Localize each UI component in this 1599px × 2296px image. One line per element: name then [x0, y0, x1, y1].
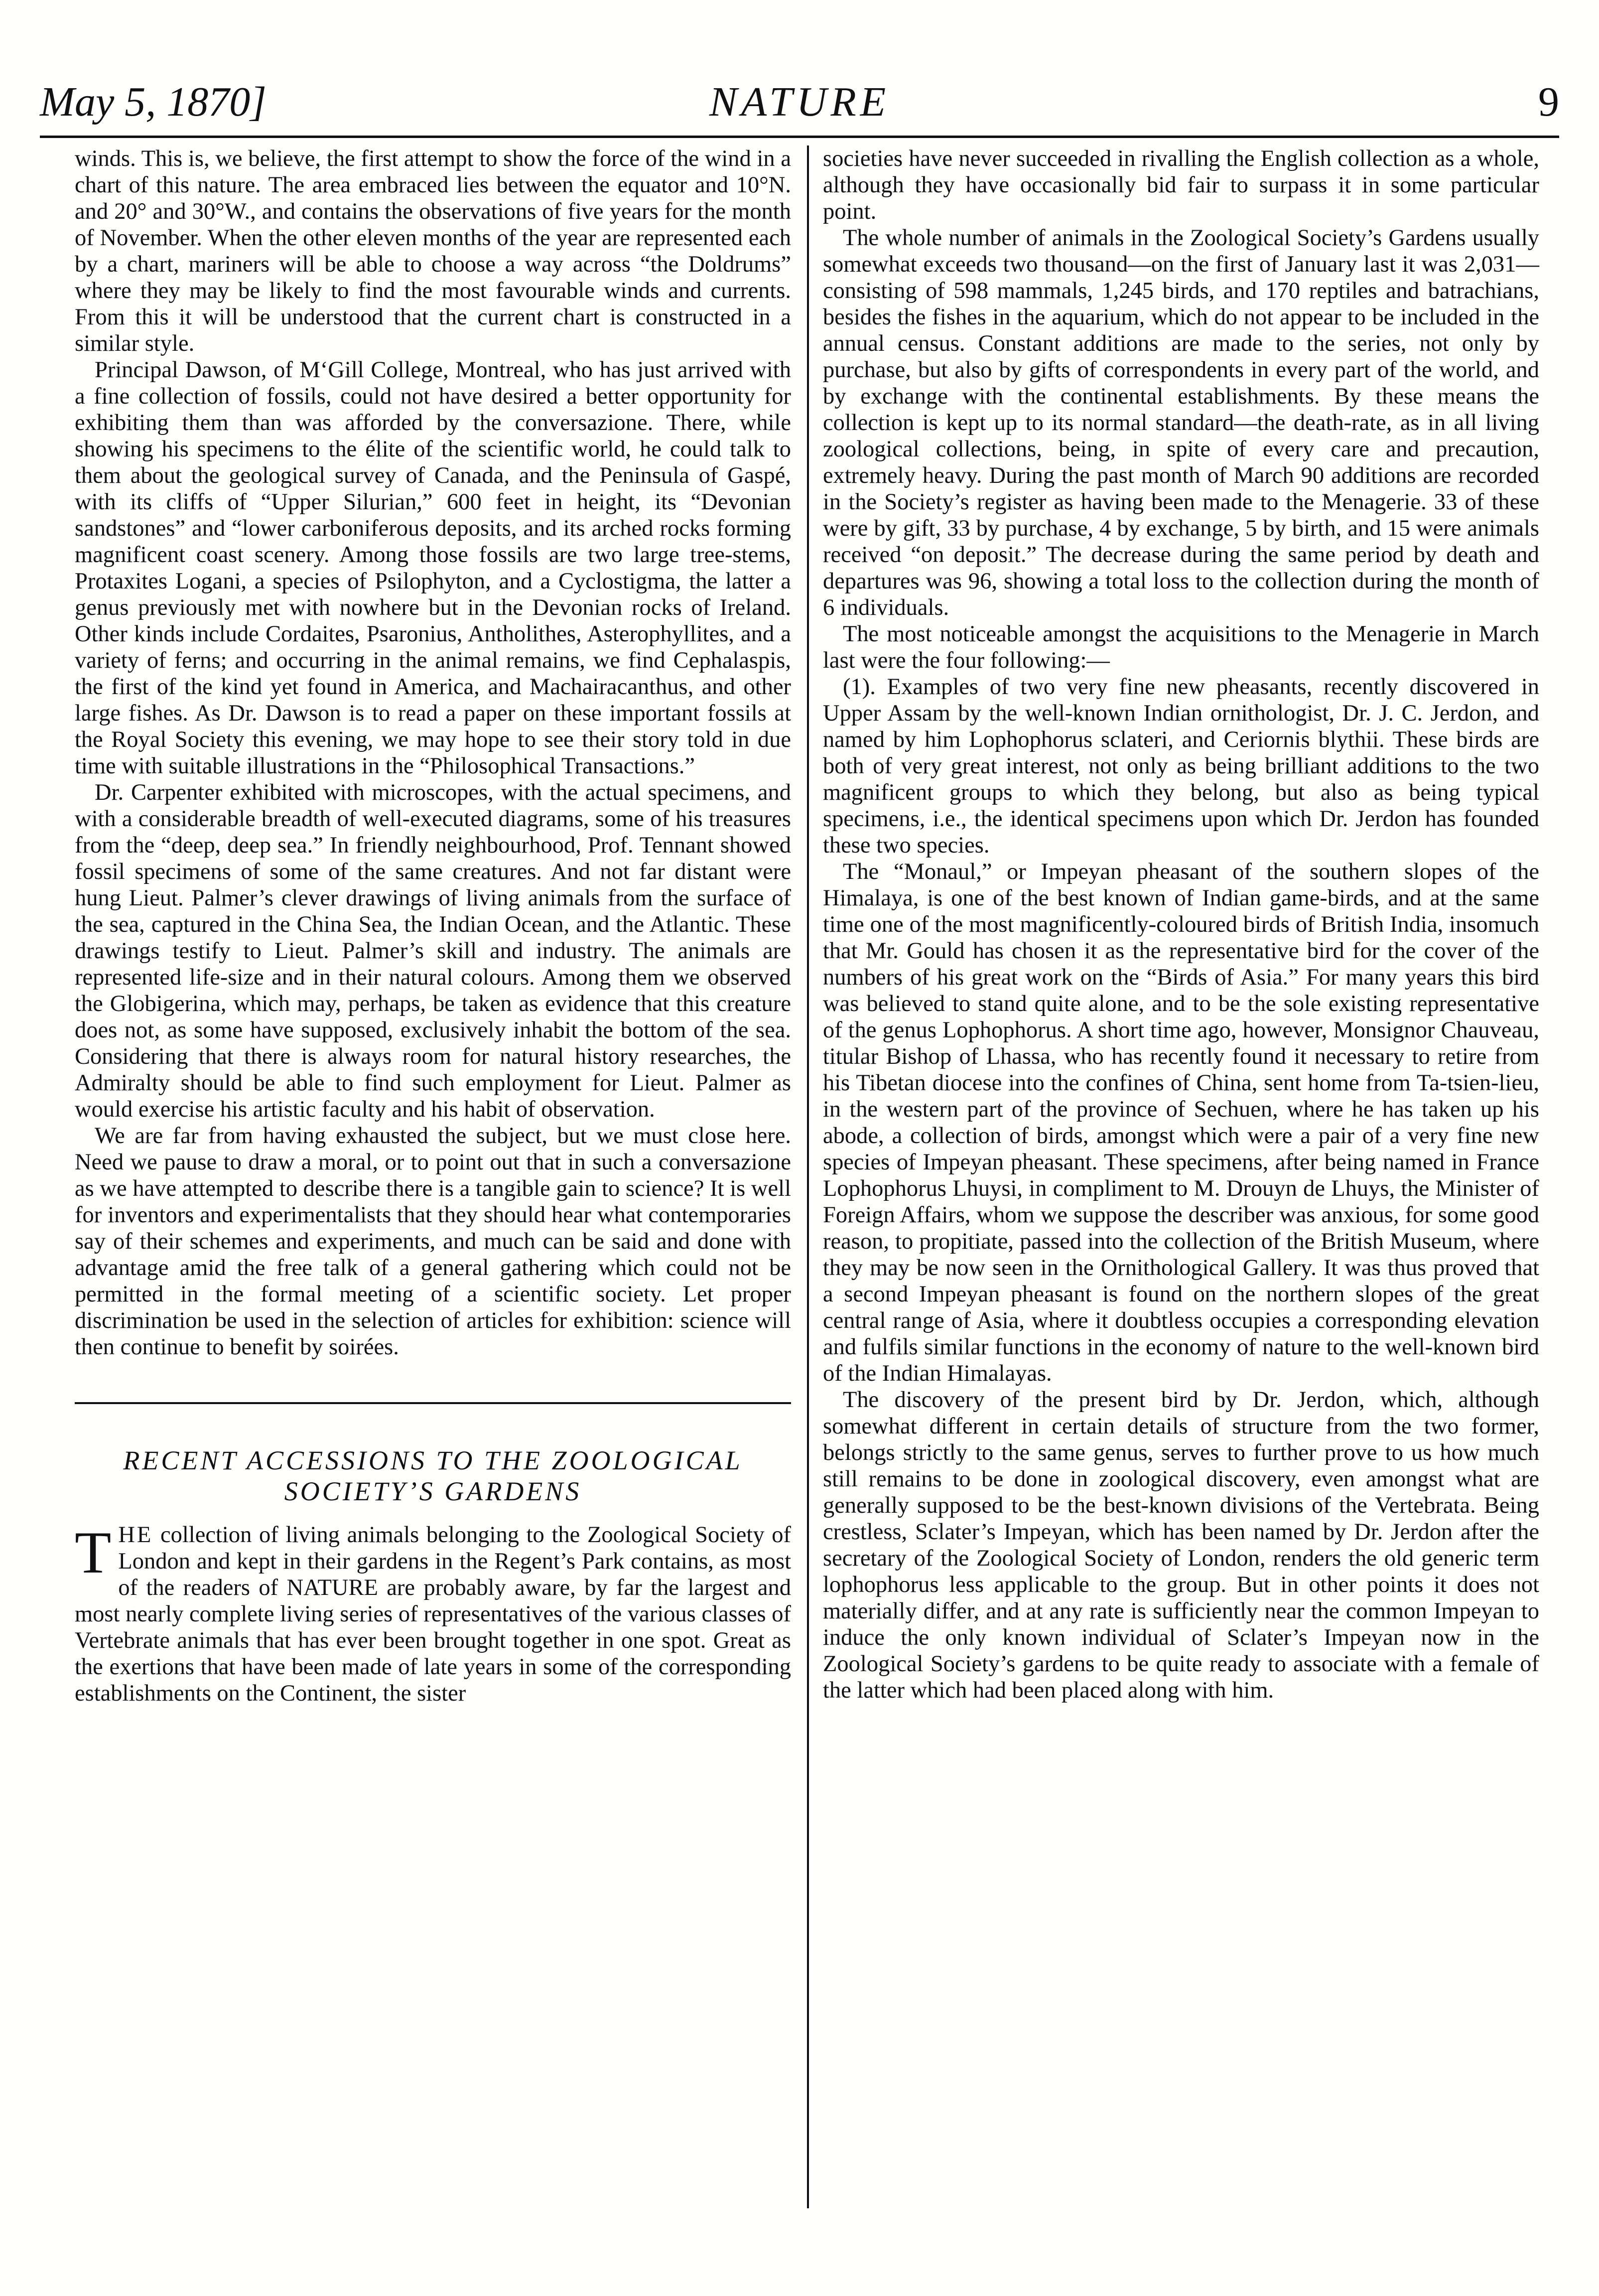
section-body: collection of living animals belonging to the Zoological Society of London and kept in their gardens in the Regent’s Park contains, as most of the readers of NATURE are probably aware, by far the largest and most nearly complete living series of representatives of the various classes of Vertebrate animals that has ever been brought together in one spot. Great as the exertions that have been made of late years in some of the corresponding establishments on the Continent, the sister [75, 1522, 791, 1706]
header-rule [40, 136, 1559, 138]
paragraph-conclusion: We are far from having exhausted the subject, but we must close here. Need we pause to draw a moral, or to point out that in such a conversazione as we have attempted to describe there is a tangible gain to science? It is well for inventors and experimentalists that they should hear what contemporaries say of their schemes and experiments, and much can be said and done with advantage amid the free talk of a general gathering which could not be permitted in the formal meeting of a scientific society. Let proper discrimination be used in the selection of articles for exhibition: science will then continue to benefit by soirées. [75, 1123, 791, 1360]
paragraph-dawson: Principal Dawson, of M‘Gill College, Montreal, who has just arrived with a fine collection of fossils, could not have desired a better opportunity for exhibiting them than was afforded by the conversazione. There, while showing his specimens to the élite of the scientific world, he could talk to them about the geological survey of Canada, and the Peninsula of Gaspé, with its cliffs of “Upper Silurian,” 600 feet in height, its “Devonian sandstones” and “lower carboniferous deposits, and its arched rocks forming magnificent coast scenery. Among those fossils are two large tree-stems, Protaxites Logani, a species of Psilophyton, and a Cyclostigma, the latter a genus previously met with nowhere but in the Devonian rocks of Ireland. Other kinds include Cordaites, Psaronius, Antholithes, Asterophyllites, and a variety of ferns; and occurring in the animal remains, we find Cephalaspis, the first of the kind yet found in America, and Machairacanthus, and other large fishes. As Dr. Dawson is to read a paper on these important fossils at the Royal Society this evening, we may hope to see their story told in due time with suitable illustrations in the “Philosophical Transactions.” [75, 357, 791, 779]
section-title-line-1: RECENT ACCESSIONS TO THE ZOOLOGICAL [123, 1445, 743, 1475]
section-title-line-2: SOCIETY’S GARDENS [284, 1476, 582, 1506]
section-divider-rule [75, 1402, 791, 1404]
paragraph-monaul: The “Monaul,” or Impeyan pheasant of the southern slopes of the Himalaya, is one of the best known of Indian game-birds, and at the same time one of the most magnificently-coloured birds of British India, insomuch that Mr. Gould has chosen it as the representative bird for the cover of the numbers of his great work on the “Birds of Asia.” For many years this bird was believed to stand quite alone, and to be the sole existing representative of the genus Lophophorus. A short time ago, however, Monsignor Chauveau, titular Bishop of Lhassa, who has recently found it necessary to retire from his Tibetan diocese into the confines of China, sent home from Ta-tsien-lieu, in the western part of the province of Sechuen, where he has taken up his abode, a collection of birds, amongst which were a pair of a very fine new species of Impeyan pheasant. These specimens, after being named in France Lophophorus Lhuysi, in compliment to M. Drouyn de Lhuys, the Minister of Foreign Affairs, whom we suppose the describer was anxious, for some good reason, to propitiate, passed into the collection of the British Museum, where they may be now seen in the Ornithological Gallery. It was thus proved that a second Impeyan pheasant is found on the northern slopes of the great central range of Asia, where it doubtless occupies a corresponding elevation and fulfils similar functions in the economy of nature to the well-known bird of the Indian Himalayas. [823, 859, 1539, 1386]
journal-title: NATURE [709, 79, 890, 125]
paragraph-new-pheasants: (1). Examples of two very fine new pheasants, recently discovered in Upper Assam by the well-known Indian ornithologist, Dr. J. C. Jerdon, and named by him Lophophorus sclateri, and Ceriornis blythii. These birds are both of very great interest, not only as being brilliant additions to the two magnificent groups to which they belong, but also as being typical specimens, i.e., the identical specimens upon which Dr. Jerdon has founded these two species. [823, 674, 1539, 858]
issue-date: May 5, 1870] [40, 79, 266, 125]
page-number: 9 [1538, 79, 1559, 125]
running-header [40, 75, 1559, 130]
column-divider [807, 145, 809, 2208]
paragraph-sister-societies: societies have never succeeded in rivalling the English collection as a whole, although they have occasionally bid fair to surpass it in some particular point. [823, 146, 1539, 224]
paragraph-winds: winds. This is, we believe, the first attempt to show the force of the wind in a chart of this nature. The area embraced lies between the equator and 10°N. and 20° and 30°W., and contains the observations of five years for the month of November. When the other eleven months of the year are represented each by a chart, mariners will be able to choose a way across “the Doldrums” where they may be likely to find the most favourable winds and currents. From this it will be understood that the current chart is constructed in a similar style. [75, 146, 791, 356]
paragraph-zoological-intro [75, 1519, 791, 1707]
paragraph-discovery: The discovery of the present bird by Dr. Jerdon, which, although somewhat different in certain details of structure from the two former, belongs strictly to the same genus, serves to further prove to us how much still remains to be done in zoological discovery, even amongst what are generally supposed to be the best-known divisions of the Vertebrata. Being crestless, Sclater’s Impeyan, which has been named by Dr. Jerdon after the secretary of the Zoological Society of London, renders the old generic term lophophorus less applicable to the group. But in other points it does not materially differ, and at any rate is sufficiently near the common Impeyan to induce the only known individual of Sclater’s Impeyan now in the Zoological Society’s gardens to be quite ready to associate with a female of the latter which had been placed along with him. [823, 1387, 1539, 1703]
left-column [75, 145, 791, 1707]
section-title [75, 1445, 791, 1507]
right-column [823, 145, 1539, 1704]
drop-cap: T [75, 1519, 112, 1585]
paragraph-acquisitions: The most noticeable amongst the acquisitions to the Menagerie in March last were the four following:— [823, 621, 1539, 673]
paragraph-animal-count: The whole number of animals in the Zoological Society’s Gardens usually somewhat exceeds two thousand—on the first of January last it was 2,031—consisting of 598 mammals, 1,245 birds, and 170 reptiles and batrachians, besides the fishes in the aquarium, which do not appear to be included in the annual census. Constant additions are made to the series, not only by purchase, but also by gifts of correspondents in every part of the world, and by exchange with the continental establishments. By these means the collection is kept up to its normal standard—the death-rate, as in all living zoological collections, being, in spite of every care and precaution, extremely heavy. During the past month of March 90 additions are recorded in the Society’s register as having been made to the Menagerie. 33 of these were by gift, 33 by purchase, 4 by exchange, 5 by birth, and 15 were animals received “on deposit.” The decrease during the same period by death and departures was 96, showing a total loss to the collection during the month of 6 individuals. [823, 225, 1539, 620]
first-word: HE [118, 1522, 153, 1548]
paragraph-carpenter: Dr. Carpenter exhibited with microscopes, with the actual specimens, and with a considerable breadth of well-executed diagrams, some of his treasures from the “deep, deep sea.” In friendly neighbourhood, Prof. Tennant showed fossil specimens of some of the same creatures. And not far distant were hung Lieut. Palmer’s clever drawings of living animals from the surface of the sea, captured in the China Sea, the Indian Ocean, and the Atlantic. These drawings testify to Lieut. Palmer’s skill and industry. The animals are represented life-size and in their natural colours. Among them we observed the Globigerina, which may, perhaps, be taken as evidence that this creature does not, as some have supposed, exclusively inhabit the bottom of the sea. Considering that there is always room for natural history researches, the Admiralty should be able to find such employment for Lieut. Palmer as would exercise his artistic faculty and his habit of observation. [75, 780, 791, 1122]
